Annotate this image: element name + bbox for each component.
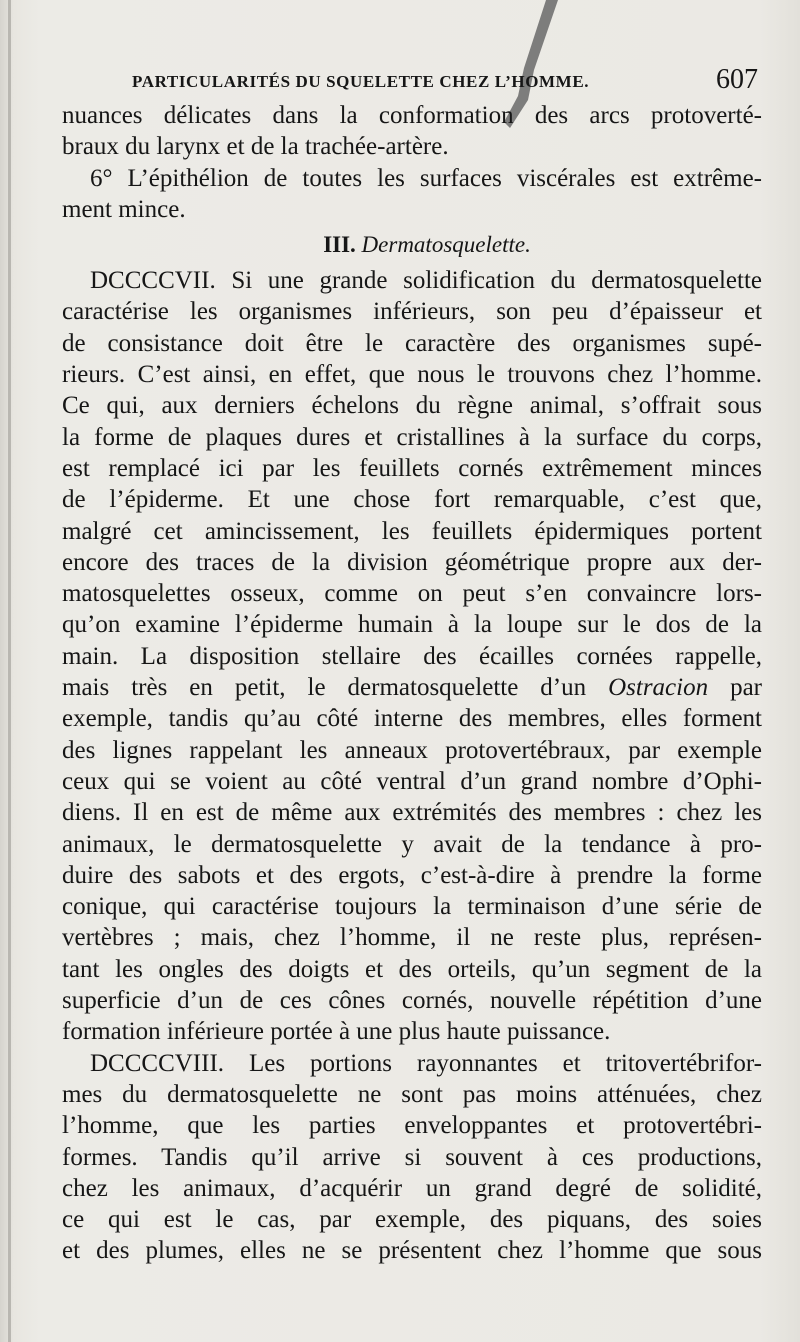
text-line: animaux, le dermatosquelette y avait de la tendance à pro-	[62, 830, 762, 858]
text-line: l’homme, que les parties enveloppantes et protovertébri-	[62, 1112, 762, 1140]
text-line: qu’on examine l’épiderme humain à la loupe sur le dos de la	[62, 611, 762, 639]
text-fragment: mais très en petit, le dermatosquelette d’un	[62, 674, 587, 702]
intro-paragraph	[62, 100, 762, 163]
text-line: diens. Il en est de même aux extrémités des membres : chez les	[62, 799, 762, 827]
text-line: la forme de plaques dures et cristallines à la surface du corps,	[62, 423, 762, 451]
section-heading	[62, 225, 762, 265]
text-line: nuances délicates dans la conformation des arcs protoverté-	[62, 102, 762, 129]
text-line: ce qui est le cas, par exemple, des piquans, des soies	[62, 1206, 762, 1234]
text-line: tant les ongles des doigts et des orteils, qu’un segment de la	[62, 955, 762, 983]
text-line: duire des sabots et des ergots, c’est-à-dire à prendre la forme	[62, 861, 762, 889]
text-line: braux du larynx et de la trachée-artère.	[62, 133, 449, 161]
text-line-ostracion	[62, 672, 762, 703]
body-text	[62, 100, 762, 1267]
text-line: main. La disposition stellaire des écailles cornées rappelle,	[62, 642, 762, 670]
text-line: Ce qui, aux derniers échelons du règne animal, s’offrait sous	[62, 392, 762, 420]
text-line: formes. Tandis qu’il arrive si souvent à ces productions,	[62, 1143, 762, 1171]
text-line: ment mince.	[62, 195, 186, 223]
text-line: est remplacé ici par les feuillets cornés extrêmement minces	[62, 454, 762, 482]
text-line: chez les animaux, d’acquérir un grand degré de solidité,	[62, 1174, 762, 1202]
text-line: des lignes rappelant les anneaux protovertébraux, par exemple	[62, 736, 762, 764]
running-head: PARTICULARITÉS DU SQUELETTE CHEZ L’HOMME.	[132, 72, 590, 91]
genus-name: Ostracion	[608, 674, 709, 702]
text-line: et des plumes, elles ne se présentent chez l’homme que sous	[62, 1237, 762, 1265]
page-header	[132, 64, 768, 98]
paragraph-dcccvii	[62, 265, 762, 1047]
text-line: 6° L’épithélion de toutes les surfaces viscérales est extrême-	[90, 164, 762, 192]
text-line: de l’épiderme. Et une chose fort remarquable, c’est que,	[62, 486, 762, 514]
paragraph-dcccviii	[62, 1048, 762, 1267]
text-line: vertèbres ; mais, chez l’homme, il ne reste plus, représen-	[62, 924, 762, 952]
page-number: 607	[716, 64, 758, 95]
section-number: III.	[323, 232, 356, 258]
text-line: DCCCCVII. Si une grande solidification du dermatosquelette	[90, 267, 762, 295]
text-line: conique, qui caractérise toujours la terminaison d’une série de	[62, 893, 762, 921]
text-line: matosquelettes osseux, comme on peut s’en convaincre lors-	[62, 580, 762, 608]
text-line: superficie d’un de ces cônes cornés, nouvelle répétition d’une	[62, 987, 762, 1015]
text-line: mes du dermatosquelette ne sont pas moins atténuées, chez	[62, 1080, 762, 1108]
text-line: exemple, tandis qu’au côté interne des membres, elles forment	[62, 705, 762, 733]
text-line: de consistance doit être le caractère des organismes supé-	[62, 329, 762, 357]
text-line: rieurs. C’est ainsi, en effet, que nous le trouvons chez l’homme.	[62, 361, 762, 389]
text-line: encore des traces de la division géométrique propre aux der-	[62, 548, 762, 576]
item-6-paragraph	[62, 163, 762, 226]
text-line: formation inférieure portée à une plus haute puissance.	[62, 1018, 611, 1046]
text-line: DCCCCVIII. Les portions rayonnantes et tritovertébrifor-	[90, 1049, 762, 1077]
section-title: Dermatosquelette.	[361, 232, 531, 258]
text-line: malgré cet amincissement, les feuillets épidermiques portent	[62, 517, 762, 545]
text-line: caractérise les organismes inférieurs, son peu d’épaisseur et	[62, 298, 762, 326]
text-fragment: par	[730, 674, 762, 702]
text-line: ceux qui se voient au côté ventral d’un grand nombre d’Ophi-	[62, 767, 762, 795]
page-gutter	[8, 0, 11, 1342]
